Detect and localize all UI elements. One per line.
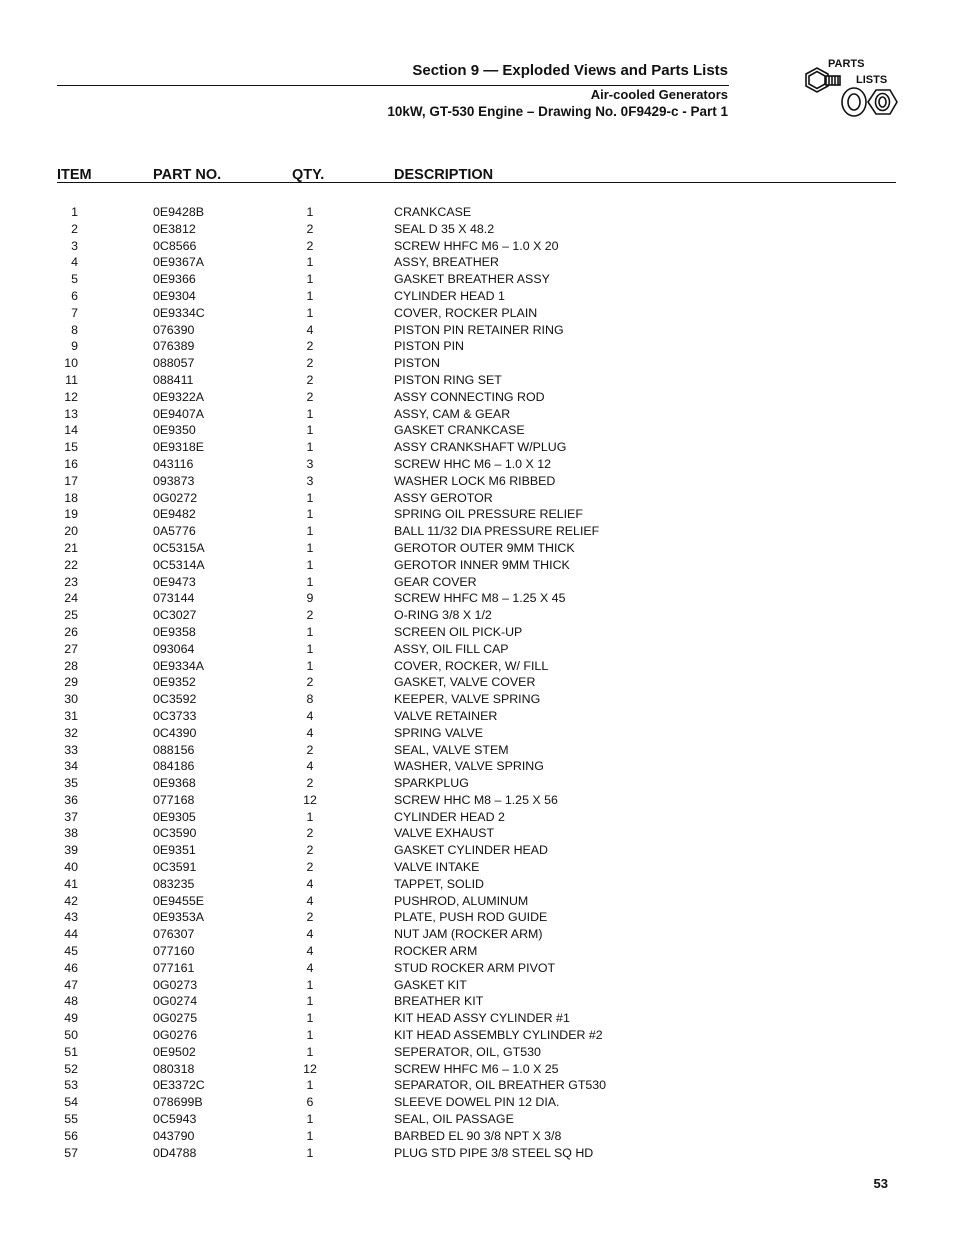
part-description: SCREW HHFC M6 – 1.0 X 20 — [394, 238, 559, 253]
table-row — [0, 389, 954, 406]
part-description: SEAL, OIL PASSAGE — [394, 1112, 514, 1127]
table-row — [0, 842, 954, 859]
quantity: 6 — [306, 1095, 314, 1110]
quantity: 4 — [306, 876, 314, 891]
part-description: PISTON PIN — [394, 339, 464, 354]
table-row — [0, 1044, 954, 1061]
table-row — [0, 422, 954, 439]
quantity: 1 — [306, 809, 314, 824]
part-number: 0E9358 — [153, 624, 196, 639]
part-number: 0G0274 — [153, 994, 198, 1009]
quantity: 1 — [306, 658, 314, 673]
part-description: GEROTOR OUTER 9MM THICK — [394, 540, 575, 555]
quantity: 1 — [306, 288, 314, 303]
quantity: 4 — [306, 944, 314, 959]
part-description: PISTON PIN RETAINER RING — [394, 322, 564, 337]
quantity: 1 — [306, 272, 314, 287]
part-number: 0E9350 — [153, 423, 196, 438]
table-row — [0, 641, 954, 658]
item-number: 14 — [64, 423, 78, 438]
item-number: 52 — [64, 1061, 78, 1076]
quantity: 1 — [306, 1078, 314, 1093]
quantity: 1 — [306, 524, 314, 539]
quantity: 1 — [306, 540, 314, 555]
part-number: 0E9368 — [153, 776, 196, 791]
part-description: STUD ROCKER ARM PIVOT — [394, 960, 556, 975]
item-number: 1 — [71, 205, 78, 219]
part-number: 077168 — [153, 792, 195, 807]
part-number: 088156 — [153, 742, 195, 757]
table-row — [0, 1111, 954, 1128]
quantity: 1 — [306, 1028, 314, 1043]
part-number: 084186 — [153, 759, 195, 774]
item-number: 22 — [64, 557, 78, 572]
part-number: 0E9334C — [153, 305, 205, 320]
quantity: 2 — [306, 742, 314, 757]
part-number: 0C3027 — [153, 608, 197, 623]
table-row — [0, 742, 954, 759]
quantity: 4 — [306, 759, 314, 774]
item-number: 23 — [64, 574, 78, 589]
part-description: SCREW HHFC M6 – 1.0 X 25 — [394, 1061, 559, 1076]
table-row — [0, 977, 954, 994]
part-number: 0E9455E — [153, 893, 204, 908]
part-description: O-RING 3/8 X 1/2 — [394, 608, 492, 623]
table-row — [0, 624, 954, 641]
part-number: 078699B — [153, 1095, 203, 1110]
quantity: 4 — [306, 725, 314, 740]
part-number: 0C3590 — [153, 826, 197, 841]
part-description: SLEEVE DOWEL PIN 12 DIA. — [394, 1095, 560, 1110]
item-number: 45 — [64, 944, 78, 959]
item-number: 28 — [64, 658, 78, 673]
part-number: 077161 — [153, 960, 195, 975]
item-number: 30 — [64, 692, 78, 707]
table-row — [0, 607, 954, 624]
quantity: 2 — [306, 221, 314, 236]
table-row — [0, 557, 954, 574]
part-number: 093064 — [153, 641, 195, 656]
part-description: SPARKPLUG — [394, 776, 469, 791]
item-number: 31 — [64, 708, 78, 723]
part-description: COVER, ROCKER, W/ FILL — [394, 658, 549, 673]
table-row — [0, 926, 954, 943]
item-number: 17 — [64, 473, 78, 488]
part-number: 0G0272 — [153, 490, 198, 505]
part-number: 073144 — [153, 591, 195, 606]
part-description: SCREW HHC M6 – 1.0 X 12 — [394, 456, 551, 471]
table-row — [0, 859, 954, 876]
quantity: 8 — [306, 692, 314, 707]
part-number: 0E9322A — [153, 389, 204, 404]
quantity: 12 — [303, 792, 317, 807]
quantity: 4 — [306, 708, 314, 723]
part-description: GEROTOR INNER 9MM THICK — [394, 557, 570, 572]
table-row — [0, 792, 954, 809]
part-number: 0E9353A — [153, 910, 204, 925]
item-number: 20 — [64, 524, 78, 539]
quantity: 1 — [306, 507, 314, 522]
part-number: 0E9352 — [153, 675, 196, 690]
logo-text-lists: LISTS — [856, 74, 888, 86]
part-description: ASSY, OIL FILL CAP — [394, 641, 509, 656]
item-number: 35 — [64, 776, 78, 791]
part-description: VALVE RETAINER — [394, 708, 498, 723]
item-number: 12 — [64, 389, 78, 404]
part-description: PISTON RING SET — [394, 372, 502, 387]
item-number: 18 — [64, 490, 78, 505]
part-description: NUT JAM (ROCKER ARM) — [394, 927, 543, 942]
part-description: GASKET CRANKCASE — [394, 423, 525, 438]
part-number: 088057 — [153, 356, 195, 371]
quantity: 2 — [306, 372, 314, 387]
item-number: 8 — [71, 322, 78, 337]
item-number: 48 — [64, 994, 78, 1009]
column-header-divider — [57, 182, 896, 183]
item-number: 43 — [64, 910, 78, 925]
item-number: 46 — [64, 960, 78, 975]
part-description: PISTON — [394, 356, 440, 371]
item-number: 26 — [64, 624, 78, 639]
part-description: VALVE INTAKE — [394, 860, 480, 875]
item-number: 34 — [64, 759, 78, 774]
quantity: 3 — [306, 456, 314, 471]
table-row — [0, 288, 954, 305]
part-description: CRANKCASE — [394, 205, 472, 219]
part-description: PUSHROD, ALUMINUM — [394, 893, 529, 908]
item-number: 55 — [64, 1112, 78, 1127]
item-number: 13 — [64, 406, 78, 421]
quantity: 1 — [306, 406, 314, 421]
quantity: 1 — [306, 1112, 314, 1127]
part-description: GEAR COVER — [394, 574, 477, 589]
table-row — [0, 1010, 954, 1027]
table-row — [0, 1128, 954, 1145]
table-row — [0, 355, 954, 372]
part-description: PLATE, PUSH ROD GUIDE — [394, 910, 548, 925]
item-number: 10 — [64, 356, 78, 371]
item-number: 7 — [71, 305, 78, 320]
part-number: 0C3591 — [153, 860, 197, 875]
table-row — [0, 758, 954, 775]
part-description: TAPPET, SOLID — [394, 876, 484, 891]
part-description: BARBED EL 90 3/8 NPT X 3/8 — [394, 1128, 562, 1143]
part-number: 0C5943 — [153, 1112, 197, 1127]
item-number: 39 — [64, 843, 78, 858]
item-number: 15 — [64, 440, 78, 455]
part-number: 043116 — [153, 456, 194, 471]
quantity: 1 — [306, 977, 314, 992]
part-description: CYLINDER HEAD 1 — [394, 288, 505, 303]
part-description: ROCKER ARM — [394, 944, 478, 959]
part-number: 0G0275 — [153, 1011, 198, 1026]
quantity: 4 — [306, 322, 314, 337]
item-number: 51 — [64, 1044, 78, 1059]
item-number: 47 — [64, 977, 78, 992]
column-header-qty: QTY. — [292, 167, 325, 183]
part-number: 076389 — [153, 339, 195, 354]
quantity: 2 — [306, 843, 314, 858]
table-row — [0, 338, 954, 355]
part-number: 0E9366 — [153, 272, 196, 287]
part-number: 076307 — [153, 927, 195, 942]
part-number: 0E9428B — [153, 205, 204, 219]
item-number: 40 — [64, 860, 78, 875]
table-row — [0, 506, 954, 523]
quantity: 1 — [306, 624, 314, 639]
table-row — [0, 708, 954, 725]
table-row — [0, 439, 954, 456]
table-row — [0, 993, 954, 1010]
table-row — [0, 674, 954, 691]
part-number: 0C3733 — [153, 708, 197, 723]
part-number: 0E9351 — [153, 843, 196, 858]
quantity: 1 — [306, 574, 314, 589]
item-number: 5 — [71, 272, 78, 287]
parts-table — [0, 204, 954, 1161]
quantity: 1 — [306, 423, 314, 438]
part-number: 0C8566 — [153, 238, 197, 253]
item-number: 32 — [64, 725, 78, 740]
table-row — [0, 406, 954, 423]
part-number: 0E9318E — [153, 440, 204, 455]
part-description: ASSY, CAM & GEAR — [394, 406, 511, 421]
quantity: 1 — [306, 205, 314, 219]
item-number: 25 — [64, 608, 78, 623]
quantity: 2 — [306, 238, 314, 253]
quantity: 1 — [306, 1145, 314, 1160]
table-row — [0, 658, 954, 675]
quantity: 2 — [306, 356, 314, 371]
part-number: 0A5776 — [153, 524, 196, 539]
item-number: 54 — [64, 1095, 78, 1110]
quantity: 1 — [306, 440, 314, 455]
quantity: 1 — [306, 1128, 314, 1143]
item-number: 33 — [64, 742, 78, 757]
page-number: 53 — [873, 1176, 888, 1191]
part-description: SEPARATOR, OIL BREATHER GT530 — [394, 1078, 607, 1093]
quantity: 12 — [303, 1061, 317, 1076]
item-number: 24 — [64, 591, 78, 606]
part-description: BALL 11/32 DIA PRESSURE RELIEF — [394, 524, 600, 539]
item-number: 3 — [71, 238, 78, 253]
quantity: 1 — [306, 557, 314, 572]
part-number: 0E9305 — [153, 809, 196, 824]
table-row — [0, 691, 954, 708]
table-row — [0, 1094, 954, 1111]
part-number: 0E9407A — [153, 406, 204, 421]
part-description: VALVE EXHAUST — [394, 826, 495, 841]
quantity: 2 — [306, 860, 314, 875]
table-row — [0, 271, 954, 288]
table-row — [0, 775, 954, 792]
quantity: 1 — [306, 641, 314, 656]
item-number: 19 — [64, 507, 78, 522]
item-number: 53 — [64, 1078, 78, 1093]
column-header-item: ITEM — [57, 167, 92, 183]
part-number: 093873 — [153, 473, 195, 488]
part-number: 0D4788 — [153, 1145, 197, 1160]
part-number: 0E9502 — [153, 1044, 196, 1059]
quantity: 1 — [306, 1011, 314, 1026]
item-number: 9 — [71, 339, 78, 354]
part-number: 0C4390 — [153, 725, 197, 740]
part-description: KEEPER, VALVE SPRING — [394, 692, 541, 707]
table-row — [0, 490, 954, 507]
part-description: ASSY GEROTOR — [394, 490, 493, 505]
part-description: GASKET BREATHER ASSY — [394, 272, 550, 287]
part-number: 0E9334A — [153, 658, 204, 673]
quantity: 3 — [306, 473, 314, 488]
part-number: 0G0273 — [153, 977, 198, 992]
item-number: 2 — [71, 221, 78, 236]
part-description: SPRING VALVE — [394, 725, 484, 740]
quantity: 2 — [306, 389, 314, 404]
item-number: 56 — [64, 1128, 78, 1143]
item-number: 16 — [64, 456, 78, 471]
part-description: SEPERATOR, OIL, GT530 — [394, 1044, 541, 1059]
quantity: 4 — [306, 893, 314, 908]
quantity: 1 — [306, 305, 314, 320]
part-description: KIT HEAD ASSY CYLINDER #1 — [394, 1011, 570, 1026]
item-number: 57 — [64, 1145, 78, 1160]
quantity: 1 — [306, 255, 314, 270]
part-number: 0E9482 — [153, 507, 196, 522]
part-description: COVER, ROCKER PLAIN — [394, 305, 538, 320]
item-number: 37 — [64, 809, 78, 824]
part-description: WASHER, VALVE SPRING — [394, 759, 544, 774]
item-number: 50 — [64, 1028, 78, 1043]
quantity: 1 — [306, 1044, 314, 1059]
quantity: 9 — [306, 591, 314, 606]
table-row — [0, 1027, 954, 1044]
table-row — [0, 893, 954, 910]
table-row — [0, 809, 954, 826]
table-row — [0, 960, 954, 977]
table-row — [0, 523, 954, 540]
part-description: PLUG STD PIPE 3/8 STEEL SQ HD — [394, 1145, 594, 1160]
item-number: 27 — [64, 641, 78, 656]
quantity: 1 — [306, 490, 314, 505]
table-row — [0, 473, 954, 490]
item-number: 36 — [64, 792, 78, 807]
part-number: 088411 — [153, 372, 194, 387]
item-number: 41 — [64, 876, 78, 891]
table-row — [0, 1061, 954, 1078]
logo-text-parts: PARTS — [828, 58, 865, 70]
table-row — [0, 590, 954, 607]
part-number: 083235 — [153, 876, 195, 891]
table-row — [0, 540, 954, 557]
part-number: 0C3592 — [153, 692, 197, 707]
quantity: 2 — [306, 776, 314, 791]
table-row — [0, 204, 954, 221]
item-number: 44 — [64, 927, 78, 942]
part-number: 0G0276 — [153, 1028, 198, 1043]
table-row — [0, 305, 954, 322]
item-number: 6 — [71, 288, 78, 303]
part-number: 076390 — [153, 322, 195, 337]
section-title: Section 9 — Exploded Views and Parts Lists — [412, 62, 728, 79]
item-number: 29 — [64, 675, 78, 690]
table-row — [0, 238, 954, 255]
part-number: 043790 — [153, 1128, 195, 1143]
part-number: 0E9473 — [153, 574, 196, 589]
item-number: 11 — [65, 372, 78, 387]
header-divider — [57, 85, 729, 86]
column-header-part-no: PART NO. — [153, 167, 222, 183]
part-description: CYLINDER HEAD 2 — [394, 809, 505, 824]
part-description: ASSY, BREATHER — [394, 255, 499, 270]
table-row — [0, 725, 954, 742]
part-description: SCREW HHC M8 – 1.25 X 56 — [394, 792, 558, 807]
table-row — [0, 574, 954, 591]
table-row — [0, 456, 954, 473]
part-description: ASSY CRANKSHAFT W/PLUG — [394, 440, 567, 455]
part-number: 0E9304 — [153, 288, 196, 303]
part-description: SEAL D 35 X 48.2 — [394, 221, 495, 236]
table-row — [0, 221, 954, 238]
quantity: 2 — [306, 910, 314, 925]
drawing-reference: 10kW, GT-530 Engine – Drawing No. 0F9429-c - Part 1 — [387, 104, 728, 119]
part-description: WASHER LOCK M6 RIBBED — [394, 473, 556, 488]
table-row — [0, 876, 954, 893]
item-number: 38 — [64, 826, 78, 841]
table-row — [0, 909, 954, 926]
column-header-description: DESCRIPTION — [394, 167, 494, 183]
part-description: BREATHER KIT — [394, 994, 484, 1009]
document-subtitle: Air-cooled Generators — [590, 87, 728, 102]
quantity: 4 — [306, 960, 314, 975]
quantity: 1 — [306, 994, 314, 1009]
quantity: 2 — [306, 608, 314, 623]
table-row — [0, 1145, 954, 1162]
table-row — [0, 1077, 954, 1094]
quantity: 4 — [306, 927, 314, 942]
part-description: KIT HEAD ASSEMBLY CYLINDER #2 — [394, 1028, 603, 1043]
part-description: SCREW HHFC M8 – 1.25 X 45 — [394, 591, 566, 606]
table-row — [0, 943, 954, 960]
part-number: 0E3812 — [153, 221, 196, 236]
part-description: ASSY CONNECTING ROD — [394, 389, 545, 404]
part-number: 0C5315A — [153, 540, 205, 555]
part-description: SCREEN OIL PICK-UP — [394, 624, 523, 639]
part-description: GASKET, VALVE COVER — [394, 675, 536, 690]
table-row — [0, 825, 954, 842]
part-description: GASKET CYLINDER HEAD — [394, 843, 549, 858]
item-number: 49 — [64, 1011, 78, 1026]
part-description: SPRING OIL PRESSURE RELIEF — [394, 507, 583, 522]
part-number: 080318 — [153, 1061, 195, 1076]
part-description: GASKET KIT — [394, 977, 467, 992]
item-number: 42 — [64, 893, 78, 908]
parts-lists-logo — [800, 52, 900, 132]
part-number: 0E9367A — [153, 255, 204, 270]
quantity: 2 — [306, 675, 314, 690]
part-number: 0E3372C — [153, 1078, 205, 1093]
table-row — [0, 372, 954, 389]
table-row — [0, 254, 954, 271]
item-number: 21 — [64, 540, 78, 555]
quantity: 2 — [306, 826, 314, 841]
item-number: 4 — [71, 255, 78, 270]
part-number: 077160 — [153, 944, 195, 959]
part-number: 0C5314A — [153, 557, 205, 572]
quantity: 2 — [306, 339, 314, 354]
table-row — [0, 322, 954, 339]
part-description: SEAL, VALVE STEM — [394, 742, 509, 757]
